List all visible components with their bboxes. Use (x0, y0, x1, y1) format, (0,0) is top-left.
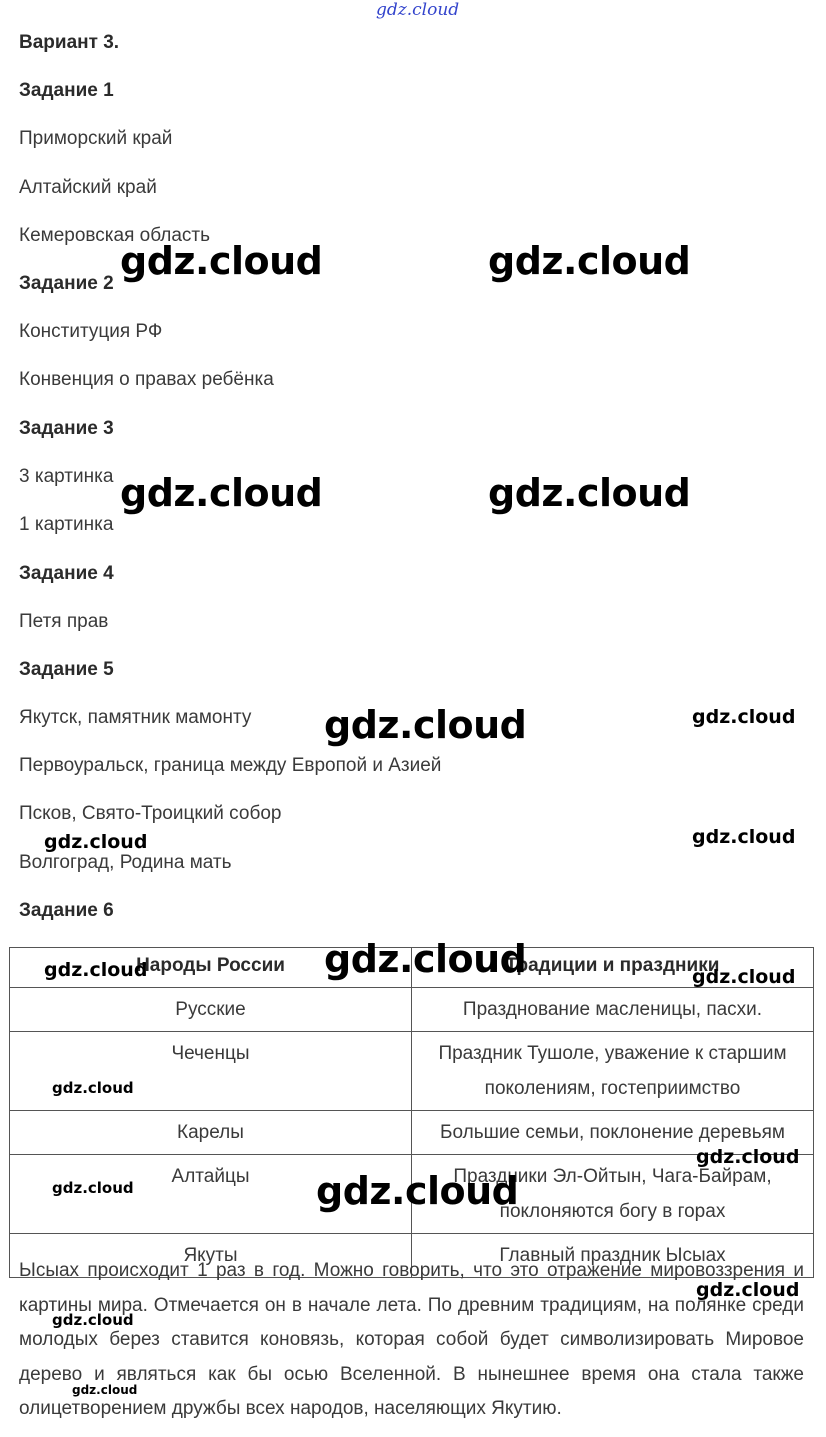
watermark: gdz.cloud (324, 937, 527, 981)
task-5-answer: Якутск, памятник мамонту (19, 707, 252, 728)
table-header-cell: Народы России (10, 948, 412, 988)
table-cell-tradition: Праздник Тушоле, уважение к старшим поколениям, гостеприимство (412, 1032, 814, 1111)
task-1-answer: Приморский край (19, 128, 173, 149)
watermark: gdz.cloud (692, 826, 796, 848)
task-2-heading: Задание 2 (19, 273, 114, 294)
watermark: gdz.cloud (324, 703, 527, 747)
task-5-answer: Первоуральск, граница между Европой и Азией (19, 755, 442, 776)
watermark: gdz.cloud (52, 1311, 134, 1329)
watermark: gdz.cloud (44, 959, 148, 981)
table-header-cell: Традиции и праздники (412, 948, 814, 988)
task-3-answer: 3 картинка (19, 466, 114, 487)
table-cell-people: Русские (10, 988, 412, 1032)
task-5-answer: Псков, Свято-Троицкий собор (19, 803, 282, 824)
ysyakh-paragraph: Ысыах происходит 1 раз в год. Можно говорить, что это отражение мировоззрения и картины мира. Отмечается он в начале лета. По древним традициям, на полянке среди молодых берез ставится коновязь, которая собой будет символизировать Мировое дерево и являться как бы осью Вселенной. В нынешнее время она стала также олицетворением дружбы всех народов, населяющих Якутию. (19, 1260, 804, 1419)
table-row (10, 1032, 814, 1111)
table-row (10, 988, 814, 1032)
table-cell-tradition: Главный праздник Ысыах (412, 1234, 814, 1278)
task-3-answer: 1 картинка (19, 514, 114, 535)
task-4-heading: Задание 4 (19, 563, 114, 584)
table-row (10, 1111, 814, 1155)
table-cell-people: Алтайцы (10, 1155, 412, 1234)
table-cell-tradition: Праздники Эл-Ойтын, Чага-Байрам, поклоняются богу в горах (412, 1155, 814, 1234)
watermark: gdz.cloud (44, 831, 148, 853)
watermark: gdz.cloud (696, 1279, 800, 1301)
watermark: gdz.cloud (120, 239, 323, 283)
watermark-top: gdz.cloud (376, 0, 460, 20)
watermark: gdz.cloud (488, 471, 691, 515)
watermark: gdz.cloud (120, 471, 323, 515)
table-cell-tradition: Празднование масленицы, пасхи. (412, 988, 814, 1032)
task-2-answer: Конвенция о правах ребёнка (19, 369, 274, 390)
table-cell-people: Карелы (10, 1111, 412, 1155)
variant-title: Вариант 3. (19, 32, 120, 53)
task-1-answer: Кемеровская область (19, 225, 210, 246)
task-1-answer: Алтайский край (19, 177, 157, 198)
task-5-heading: Задание 5 (19, 659, 114, 680)
watermark: gdz.cloud (488, 239, 691, 283)
task-4-answer: Петя прав (19, 611, 109, 632)
task-5-answer: Волгоград, Родина мать (19, 852, 232, 873)
table-cell-people: Чеченцы (10, 1032, 412, 1111)
watermark: gdz.cloud (52, 1179, 134, 1197)
watermark: gdz.cloud (696, 1146, 800, 1168)
table-cell-tradition: Большие семьи, поклонение деревьям (412, 1111, 814, 1155)
task-1-heading: Задание 1 (19, 80, 114, 101)
watermark: gdz.cloud (52, 1079, 134, 1097)
watermark: gdz.cloud (692, 706, 796, 728)
task-3-heading: Задание 3 (19, 418, 114, 439)
watermark: gdz.cloud (316, 1169, 519, 1213)
watermark: gdz.cloud (692, 966, 796, 988)
watermark: gdz.cloud (72, 1383, 138, 1397)
table-cell-people: Якуты (10, 1234, 412, 1278)
peoples-traditions-table (9, 947, 814, 1278)
task-6-heading: Задание 6 (19, 900, 114, 921)
task-2-answer: Конституция РФ (19, 321, 163, 342)
